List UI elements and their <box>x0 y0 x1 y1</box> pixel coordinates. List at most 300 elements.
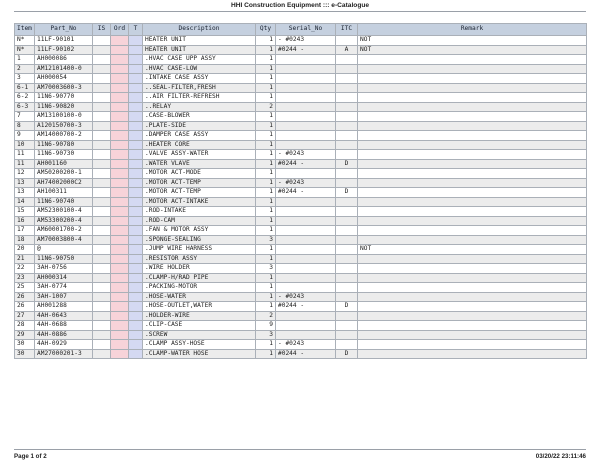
cell-remark <box>358 102 587 112</box>
col-header-itc[interactable]: ITC <box>336 24 358 36</box>
cell-item: 8 <box>15 121 35 131</box>
cell-description: .CLAMP-WATER HOSE <box>143 349 256 359</box>
cell-qty: 2 <box>256 102 276 112</box>
cell-itc <box>336 283 358 293</box>
cell-serial-no <box>276 321 336 331</box>
cell-serial-no: - #0243 <box>276 340 336 350</box>
cell-qty: 1 <box>256 245 276 255</box>
cell-part-no: 11LF-90102 <box>35 45 93 55</box>
cell-part-no: AM14000700-2 <box>35 131 93 141</box>
cell-part-no: A120150700-3 <box>35 121 93 131</box>
cell-item: 30 <box>15 349 35 359</box>
cell-is <box>93 283 111 293</box>
cell-is <box>93 207 111 217</box>
cell-part-no: AH000086 <box>35 55 93 65</box>
table-row[interactable] <box>15 74 587 84</box>
cell-ord <box>111 121 129 131</box>
cell-is <box>93 330 111 340</box>
cell-is <box>93 121 111 131</box>
cell-itc <box>336 254 358 264</box>
cell-is <box>93 131 111 141</box>
table-row[interactable] <box>15 83 587 93</box>
table-row[interactable] <box>15 311 587 321</box>
cell-t <box>129 330 143 340</box>
cell-ord <box>111 169 129 179</box>
cell-serial-no <box>276 226 336 236</box>
cell-serial-no <box>276 273 336 283</box>
cell-part-no: 11N6-90740 <box>35 197 93 207</box>
cell-t <box>129 55 143 65</box>
cell-description: .ROD-INTAKE <box>143 207 256 217</box>
cell-remark <box>358 121 587 131</box>
cell-serial-no <box>276 197 336 207</box>
cell-is <box>93 302 111 312</box>
cell-is <box>93 292 111 302</box>
cell-description: .RESISTOR ASSY <box>143 254 256 264</box>
cell-serial-no: - #0243 <box>276 178 336 188</box>
cell-part-no: 11N6-90820 <box>35 102 93 112</box>
table-row[interactable] <box>15 140 587 150</box>
cell-t <box>129 292 143 302</box>
cell-description: .HOSE-WATER <box>143 292 256 302</box>
col-header-is[interactable]: IS <box>93 24 111 36</box>
cell-ord <box>111 292 129 302</box>
cell-item: N* <box>15 45 35 55</box>
cell-serial-no: - #0243 <box>276 36 336 46</box>
cell-itc <box>336 140 358 150</box>
cell-is <box>93 178 111 188</box>
cell-part-no: AM60001700-2 <box>35 226 93 236</box>
cell-t <box>129 302 143 312</box>
table-row[interactable] <box>15 330 587 340</box>
cell-description: HEATER UNIT <box>143 45 256 55</box>
cell-itc <box>336 93 358 103</box>
cell-serial-no <box>276 245 336 255</box>
cell-description: .HOSE-OUTLET,WATER <box>143 302 256 312</box>
cell-t <box>129 188 143 198</box>
cell-is <box>93 273 111 283</box>
cell-is <box>93 140 111 150</box>
cell-itc <box>336 321 358 331</box>
cell-part-no: AM27000201-3 <box>35 349 93 359</box>
cell-t <box>129 64 143 74</box>
cell-item: 27 <box>15 311 35 321</box>
cell-description: .CLAMP-H/RAD PIPE <box>143 273 256 283</box>
cell-qty: 1 <box>256 283 276 293</box>
cell-qty: 1 <box>256 197 276 207</box>
cell-part-no: 4AH-0688 <box>35 321 93 331</box>
cell-is <box>93 254 111 264</box>
cell-t <box>129 36 143 46</box>
cell-part-no: AH001160 <box>35 159 93 169</box>
cell-part-no: AM52300100-4 <box>35 207 93 217</box>
cell-serial-no: #0244 - <box>276 188 336 198</box>
cell-t <box>129 349 143 359</box>
bottom-divider <box>14 449 586 450</box>
top-divider <box>14 11 586 12</box>
cell-part-no: AM70003600-3 <box>35 83 93 93</box>
cell-qty: 1 <box>256 36 276 46</box>
cell-ord <box>111 83 129 93</box>
cell-serial-no <box>276 55 336 65</box>
cell-remark <box>358 55 587 65</box>
cell-is <box>93 321 111 331</box>
col-header-qty[interactable]: Qty <box>256 24 276 36</box>
cell-itc <box>336 216 358 226</box>
cell-part-no: 11N6-90730 <box>35 150 93 160</box>
table-row[interactable] <box>15 93 587 103</box>
table-row[interactable] <box>15 245 587 255</box>
cell-remark <box>358 93 587 103</box>
cell-item: 6-3 <box>15 102 35 112</box>
cell-ord <box>111 226 129 236</box>
cell-remark <box>358 311 587 321</box>
cell-serial-no <box>276 169 336 179</box>
cell-description: ..AIR FILTER-REFRESH <box>143 93 256 103</box>
table-row[interactable] <box>15 283 587 293</box>
cell-ord <box>111 330 129 340</box>
cell-ord <box>111 55 129 65</box>
cell-is <box>93 349 111 359</box>
cell-remark <box>358 112 587 122</box>
cell-serial-no <box>276 235 336 245</box>
cell-ord <box>111 36 129 46</box>
cell-description: .CLAMP ASSY-HOSE <box>143 340 256 350</box>
cell-qty: 1 <box>256 254 276 264</box>
table-row[interactable] <box>15 273 587 283</box>
table-row[interactable] <box>15 254 587 264</box>
cell-qty: 1 <box>256 74 276 84</box>
cell-t <box>129 150 143 160</box>
table-row[interactable] <box>15 64 587 74</box>
col-header-item[interactable]: Item <box>15 24 35 36</box>
cell-t <box>129 159 143 169</box>
cell-remark <box>358 150 587 160</box>
cell-itc <box>336 112 358 122</box>
cell-serial-no: #0244 - <box>276 159 336 169</box>
cell-item: 20 <box>15 245 35 255</box>
cell-remark <box>358 254 587 264</box>
table-header-row <box>15 24 587 36</box>
cell-remark <box>358 302 587 312</box>
cell-serial-no: #0244 - <box>276 302 336 312</box>
cell-ord <box>111 245 129 255</box>
cell-serial-no: - #0243 <box>276 150 336 160</box>
cell-ord <box>111 159 129 169</box>
cell-remark <box>358 216 587 226</box>
cell-part-no: AH000054 <box>35 74 93 84</box>
cell-remark <box>358 74 587 84</box>
cell-itc <box>336 330 358 340</box>
cell-item: 21 <box>15 254 35 264</box>
table-row[interactable] <box>15 178 587 188</box>
cell-item: 30 <box>15 340 35 350</box>
table-row[interactable] <box>15 349 587 359</box>
cell-part-no: AM53300200-4 <box>35 216 93 226</box>
cell-ord <box>111 216 129 226</box>
cell-qty: 3 <box>256 235 276 245</box>
cell-is <box>93 36 111 46</box>
cell-qty: 2 <box>256 311 276 321</box>
col-header-description[interactable]: Description <box>143 24 256 36</box>
cell-item: 26 <box>15 302 35 312</box>
cell-qty: 1 <box>256 55 276 65</box>
table-row[interactable] <box>15 292 587 302</box>
table-row[interactable] <box>15 340 587 350</box>
cell-part-no: AH74002000C2 <box>35 178 93 188</box>
col-header-part-no[interactable]: Part_No <box>35 24 93 36</box>
table-row[interactable] <box>15 216 587 226</box>
cell-serial-no <box>276 311 336 321</box>
cell-qty: 1 <box>256 150 276 160</box>
cell-description: .PLATE-SIDE <box>143 121 256 131</box>
cell-part-no: AM70003800-4 <box>35 235 93 245</box>
cell-qty: 1 <box>256 226 276 236</box>
cell-ord <box>111 311 129 321</box>
cell-ord <box>111 74 129 84</box>
cell-remark: NOT <box>358 45 587 55</box>
cell-description: .MOTOR ACT-TEMP <box>143 178 256 188</box>
cell-serial-no <box>276 140 336 150</box>
cell-serial-no <box>276 74 336 84</box>
cell-itc: D <box>336 159 358 169</box>
cell-is <box>93 197 111 207</box>
cell-ord <box>111 264 129 274</box>
cell-description: .HOLDER-WIRE <box>143 311 256 321</box>
cell-description: HEATER UNIT <box>143 36 256 46</box>
cell-itc: D <box>336 349 358 359</box>
cell-is <box>93 235 111 245</box>
cell-description: .MOTOR ACT-TEMP <box>143 188 256 198</box>
table-row[interactable] <box>15 45 587 55</box>
cell-remark <box>358 273 587 283</box>
cell-is <box>93 245 111 255</box>
cell-qty: 1 <box>256 169 276 179</box>
cell-ord <box>111 102 129 112</box>
table-row[interactable] <box>15 264 587 274</box>
cell-serial-no <box>276 330 336 340</box>
parts-table <box>14 23 587 359</box>
cell-remark <box>358 140 587 150</box>
cell-is <box>93 102 111 112</box>
cell-item: 12 <box>15 169 35 179</box>
cell-itc: D <box>336 302 358 312</box>
cell-itc <box>336 245 358 255</box>
col-header-t[interactable]: T <box>129 24 143 36</box>
cell-part-no: 3AH-1007 <box>35 292 93 302</box>
cell-remark: NOT <box>358 36 587 46</box>
cell-t <box>129 254 143 264</box>
cell-ord <box>111 321 129 331</box>
cell-remark <box>358 207 587 217</box>
cell-ord <box>111 140 129 150</box>
cell-t <box>129 112 143 122</box>
cell-t <box>129 321 143 331</box>
cell-ord <box>111 131 129 141</box>
cell-ord <box>111 64 129 74</box>
cell-description: .HEATER CORE <box>143 140 256 150</box>
cell-t <box>129 311 143 321</box>
table-row[interactable] <box>15 197 587 207</box>
cell-item: N* <box>15 36 35 46</box>
cell-item: 17 <box>15 226 35 236</box>
cell-is <box>93 340 111 350</box>
table-row[interactable] <box>15 150 587 160</box>
cell-itc <box>336 292 358 302</box>
cell-serial-no <box>276 131 336 141</box>
cell-itc <box>336 340 358 350</box>
cell-itc <box>336 311 358 321</box>
cell-item: 13 <box>15 178 35 188</box>
cell-itc <box>336 64 358 74</box>
cell-item: 15 <box>15 207 35 217</box>
cell-t <box>129 83 143 93</box>
table-row[interactable] <box>15 321 587 331</box>
cell-serial-no <box>276 102 336 112</box>
table-row[interactable] <box>15 235 587 245</box>
cell-qty: 1 <box>256 112 276 122</box>
cell-ord <box>111 273 129 283</box>
cell-ord <box>111 188 129 198</box>
cell-item: 11 <box>15 150 35 160</box>
cell-description: .HVAC CASE UPP ASSY <box>143 55 256 65</box>
cell-item: 13 <box>15 188 35 198</box>
cell-ord <box>111 207 129 217</box>
cell-remark <box>358 159 587 169</box>
cell-is <box>93 311 111 321</box>
cell-remark <box>358 349 587 359</box>
cell-item: 18 <box>15 235 35 245</box>
cell-remark <box>358 188 587 198</box>
cell-item: 6-2 <box>15 93 35 103</box>
cell-item: 29 <box>15 330 35 340</box>
cell-itc <box>336 121 358 131</box>
cell-t <box>129 140 143 150</box>
cell-ord <box>111 178 129 188</box>
cell-description: .INTAKE CASE ASSY <box>143 74 256 84</box>
table-row[interactable] <box>15 36 587 46</box>
table-row[interactable] <box>15 131 587 141</box>
cell-description: .SPONGE-SEALING <box>143 235 256 245</box>
cell-qty: 1 <box>256 207 276 217</box>
cell-t <box>129 102 143 112</box>
cell-is <box>93 112 111 122</box>
cell-qty: 1 <box>256 140 276 150</box>
cell-serial-no <box>276 283 336 293</box>
cell-qty: 9 <box>256 321 276 331</box>
table-row[interactable] <box>15 112 587 122</box>
cell-t <box>129 245 143 255</box>
cell-description: ..SEAL-FILTER,FRESH <box>143 83 256 93</box>
cell-t <box>129 235 143 245</box>
cell-qty: 1 <box>256 159 276 169</box>
cell-serial-no: #0244 - <box>276 349 336 359</box>
table-row[interactable] <box>15 188 587 198</box>
cell-is <box>93 216 111 226</box>
table-row[interactable] <box>15 226 587 236</box>
cell-t <box>129 169 143 179</box>
col-header-remark[interactable]: Remark <box>358 24 587 36</box>
table-row[interactable] <box>15 302 587 312</box>
cell-remark <box>358 178 587 188</box>
col-header-ord[interactable]: Ord <box>111 24 129 36</box>
cell-qty: 1 <box>256 121 276 131</box>
cell-qty: 1 <box>256 131 276 141</box>
cell-ord <box>111 235 129 245</box>
table-row[interactable] <box>15 159 587 169</box>
cell-description: .WATER VLAVE <box>143 159 256 169</box>
cell-t <box>129 45 143 55</box>
cell-itc <box>336 102 358 112</box>
cell-is <box>93 159 111 169</box>
cell-part-no: 3AH-0756 <box>35 264 93 274</box>
cell-part-no: AM13100100-0 <box>35 112 93 122</box>
cell-ord <box>111 340 129 350</box>
cell-description: .FAN & MOTOR ASSY <box>143 226 256 236</box>
cell-serial-no <box>276 254 336 264</box>
cell-remark <box>358 169 587 179</box>
cell-remark <box>358 292 587 302</box>
table-row[interactable] <box>15 102 587 112</box>
cell-remark <box>358 283 587 293</box>
table-row[interactable] <box>15 169 587 179</box>
cell-ord <box>111 283 129 293</box>
cell-part-no: AH001288 <box>35 302 93 312</box>
cell-qty: 1 <box>256 349 276 359</box>
cell-itc <box>336 169 358 179</box>
cell-ord <box>111 254 129 264</box>
cell-itc: A <box>336 45 358 55</box>
cell-part-no: 11LF-90101 <box>35 36 93 46</box>
cell-description: .JUMP WIRE HARNESS <box>143 245 256 255</box>
cell-itc <box>336 226 358 236</box>
cell-is <box>93 83 111 93</box>
cell-description: ..RELAY <box>143 102 256 112</box>
cell-description: .DAMPER CASE ASSY <box>143 131 256 141</box>
cell-t <box>129 178 143 188</box>
cell-serial-no <box>276 216 336 226</box>
cell-part-no: 3AH-0774 <box>35 283 93 293</box>
cell-ord <box>111 112 129 122</box>
table-row[interactable] <box>15 121 587 131</box>
cell-ord <box>111 302 129 312</box>
cell-t <box>129 74 143 84</box>
cell-itc <box>336 36 358 46</box>
cell-itc <box>336 131 358 141</box>
cell-part-no: AM50200200-1 <box>35 169 93 179</box>
cell-is <box>93 226 111 236</box>
cell-serial-no: #0244 - <box>276 45 336 55</box>
cell-item: 10 <box>15 140 35 150</box>
cell-item: 22 <box>15 264 35 274</box>
cell-remark <box>358 83 587 93</box>
cell-description: .ROD-CAM <box>143 216 256 226</box>
table-row[interactable] <box>15 55 587 65</box>
table-body <box>15 36 587 359</box>
cell-description: .MOTOR ACT-MODE <box>143 169 256 179</box>
cell-serial-no <box>276 112 336 122</box>
cell-ord <box>111 197 129 207</box>
cell-serial-no <box>276 207 336 217</box>
col-header-serial-no[interactable]: Serial_No <box>276 24 336 36</box>
table-row[interactable] <box>15 207 587 217</box>
cell-remark <box>358 131 587 141</box>
cell-is <box>93 169 111 179</box>
cell-is <box>93 264 111 274</box>
cell-qty: 1 <box>256 45 276 55</box>
cell-itc <box>336 197 358 207</box>
cell-itc <box>336 74 358 84</box>
